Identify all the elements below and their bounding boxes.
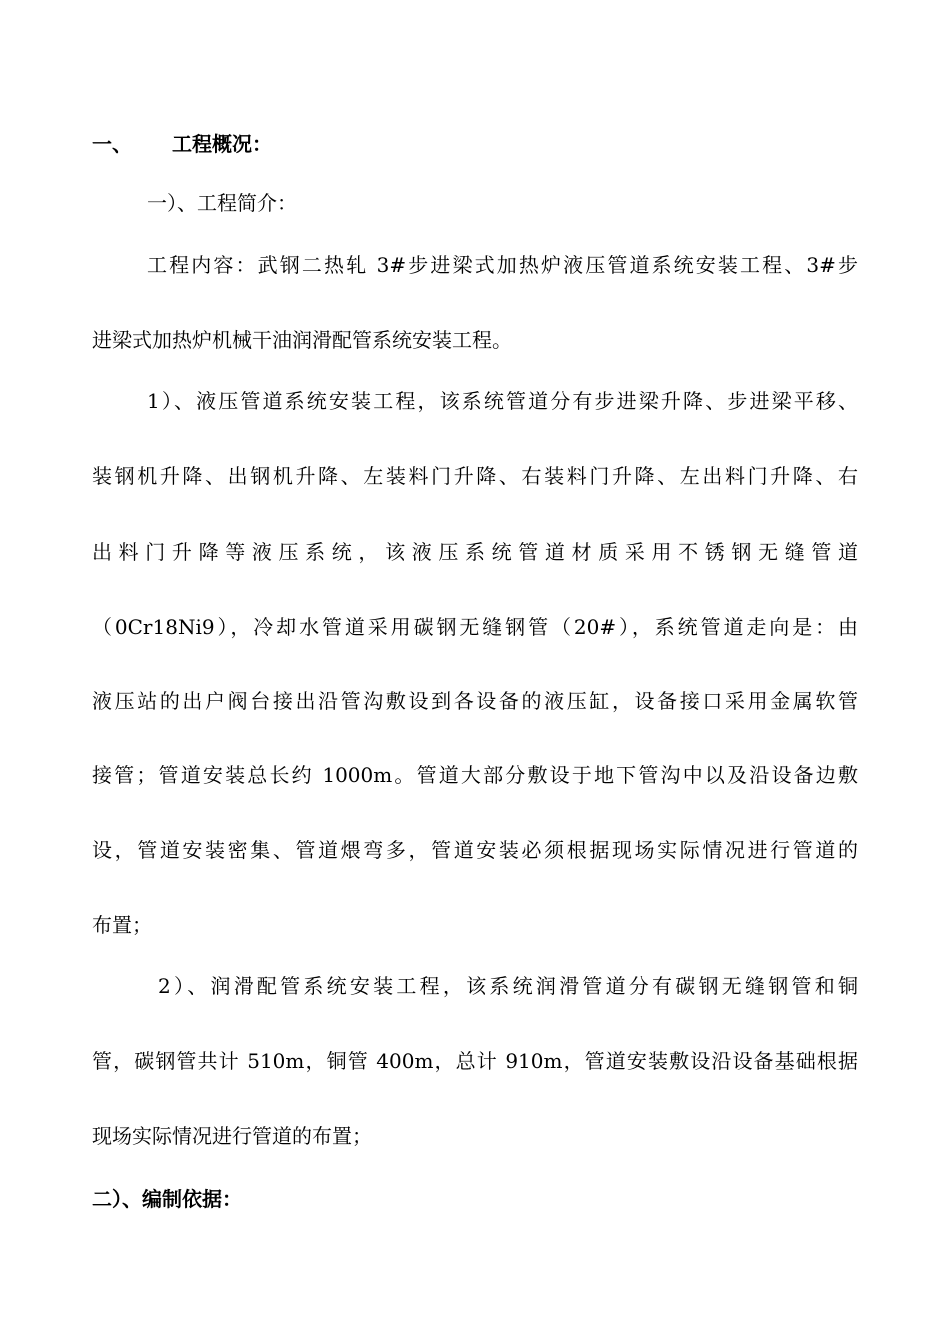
subsection-title: 一）、工程简介：: [147, 191, 297, 215]
intro-line-1: 工程内容：武钢二热轧 3#步进梁式加热炉液压管道系统安装工程、3#步: [147, 253, 858, 277]
item2-line-1: 2）、润滑配管系统安装工程，该系统润滑管道分有碳钢无缝钢管和铜: [158, 974, 858, 998]
item1-line-6: 接管；管道安装总长约 1000m。管道大部分敷设于地下管沟中以及沿设备边敷: [92, 763, 858, 787]
intro-line-2: 进梁式加热炉机械干油润滑配管系统安装工程。: [92, 328, 512, 352]
subsection2-title: 二）、编制依据：: [92, 1187, 242, 1211]
item1-line-8: 布置；: [92, 913, 152, 937]
item1-line-5: 液压站的出户阀台接出沿管沟敷设到各设备的液压缸，设备接口采用金属软管: [92, 689, 858, 713]
item1-line-1: 1）、液压管道系统安装工程，该系统管道分有步进梁升降、步进梁平移、: [147, 389, 858, 413]
item2-line-2: 管，碳钢管共计 510m，铜管 400m，总计 910m，管道安装敷设沿设备基础根据: [92, 1049, 858, 1073]
item1-line-2: 装钢机升降、出钢机升降、左装料门升降、右装料门升降、左出料门升降、右: [92, 464, 858, 488]
section-title: 工程概况：: [172, 132, 272, 156]
item2-line-3: 现场实际情况进行管道的布置；: [92, 1124, 372, 1148]
section-number: 一、: [92, 132, 132, 156]
item1-line-4: （0Cr18Ni9），冷却水管道采用碳钢无缝钢管（20#），系统管道走向是：由: [92, 615, 858, 639]
item1-line-7: 设，管道安装密集、管道煨弯多，管道安装必须根据现场实际情况进行管道的: [92, 838, 858, 862]
item1-line-3: 出料门升降等液压系统，该液压系统管道材质采用不锈钢无缝管道: [92, 540, 858, 564]
